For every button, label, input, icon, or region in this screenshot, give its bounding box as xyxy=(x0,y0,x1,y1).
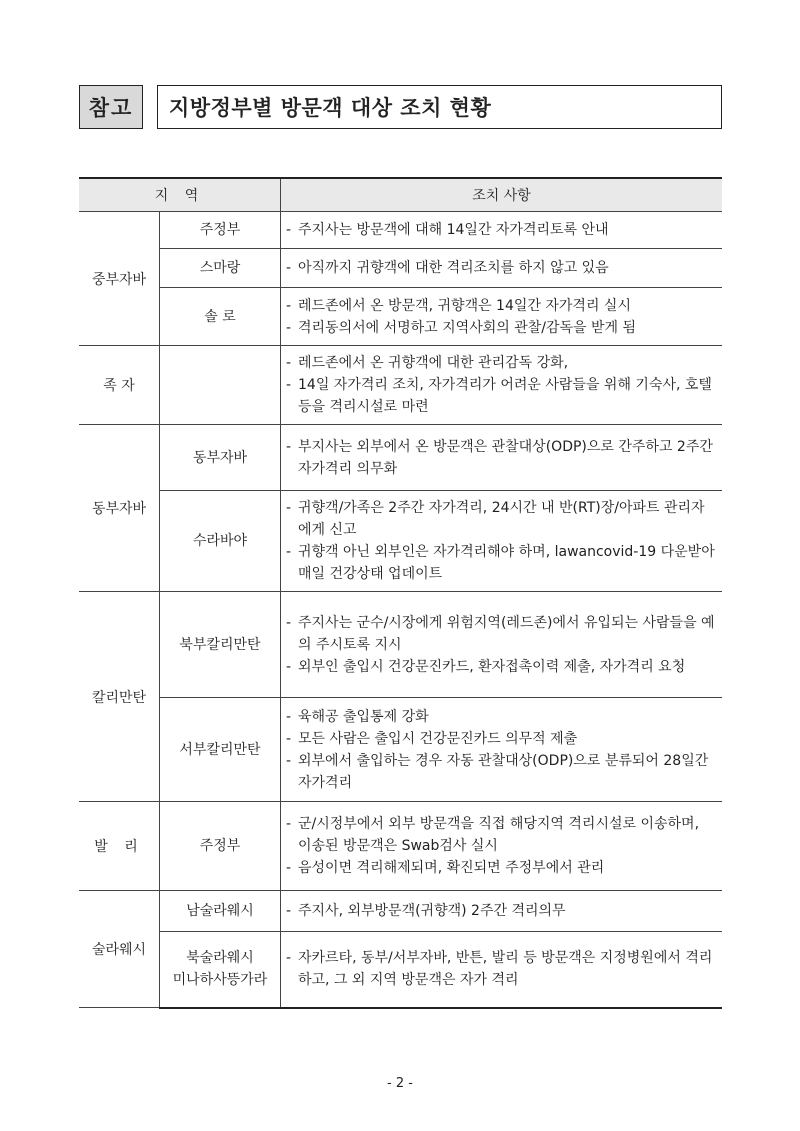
measure-item: - 아직까지 귀향객에 대한 격리조치를 하지 않고 있음 xyxy=(286,260,609,276)
measure-item: - 외부에서 출입하는 경우 자동 관찰대상(ODP)으로 분류되어 28일간 자가격리 xyxy=(286,752,709,791)
measure-cell xyxy=(281,932,723,1008)
subregion-cell: 서부칼리만탄 xyxy=(160,698,281,802)
table-row xyxy=(79,346,722,425)
measure-cell xyxy=(281,425,723,491)
measure-item: - 모든 사람은 출입시 건강문진카드 의무적 제출 xyxy=(286,730,578,747)
page-title: 지방정부별 방문객 대상 조치 현황 xyxy=(157,85,722,129)
reference-tag: 참고 xyxy=(79,85,143,129)
subregion-cell: 주정부 xyxy=(160,212,281,249)
measure-cell xyxy=(281,212,723,249)
measure-cell xyxy=(281,698,723,802)
table-row xyxy=(79,425,722,491)
subregion-cell: 솔 로 xyxy=(160,288,281,346)
measure-item: - 주지사는 군수/시장에게 위험지역(레드존)에서 유입되는 사람들을 예의 주시토록 지시 xyxy=(286,614,715,653)
measure-cell xyxy=(281,802,723,891)
region-cell: 술라웨시 xyxy=(79,891,160,1008)
measure-item: - 부지사는 외부에서 온 방문객은 관찰대상(ODP)으로 간주하고 2주간 자가격리 의무화 xyxy=(286,438,713,477)
measure-item: - 귀향객 아닌 외부인은 자가격리해야 하며, lawancovid-19 다운받아 매일 건강상태 업데이트 xyxy=(286,544,715,582)
subregion-cell: 주정부 xyxy=(160,802,281,891)
table-row xyxy=(79,698,722,802)
subregion-cell: 남술라웨시 xyxy=(160,891,281,932)
table-row xyxy=(79,288,722,346)
measure-item: - 군/시정부에서 외부 방문객을 직접 해당지역 격리시설로 이송하며, 이송된 방문객은 Swab검사 실시 xyxy=(286,816,700,854)
subregion-cell: 스마랑 xyxy=(160,249,281,288)
table-row xyxy=(79,932,722,1008)
region-cell: 족 자 xyxy=(79,346,160,425)
page-number: - 2 - xyxy=(387,1076,413,1091)
measure-cell xyxy=(281,288,723,346)
measure-item: - 외부인 출입시 건강문진카드, 환자접촉이력 제출, 자가격리 요청 xyxy=(286,658,686,675)
measure-item: - 육해공 출입통제 강화 xyxy=(286,708,429,725)
subregion-cell: 동부자바 xyxy=(160,425,281,491)
region-cell: 중부자바 xyxy=(79,212,160,346)
measure-item: - 격리동의서에 서명하고 지역사회의 관찰/감독을 받게 됨 xyxy=(286,319,637,336)
table-header-row xyxy=(79,178,722,212)
measure-cell xyxy=(281,592,723,698)
column-header-measure: 조치 사항 xyxy=(281,178,723,212)
measure-item: - 14일 자가격리 조치, 자가격리가 어려운 사람들을 위해 기숙사, 호텔 등을 격리시설로 마련 xyxy=(286,377,712,415)
column-header-region: 지 역 xyxy=(79,178,281,212)
region-cell: 칼리만탄 xyxy=(79,592,160,802)
measure-cell xyxy=(281,346,723,425)
measure-cell xyxy=(281,249,723,288)
measure-item: - 자카르타, 동부/서부자바, 반튼, 발리 등 방문객은 지정병원에서 격리하고, 그 외 지역 방문객은 자가 격리 xyxy=(286,950,713,989)
table-row xyxy=(79,802,722,891)
table-row xyxy=(79,249,722,288)
measure-cell xyxy=(281,891,723,932)
subregion-cell xyxy=(160,346,281,425)
subregion-line: 북술라웨시 xyxy=(186,950,254,967)
region-cell: 동부자바 xyxy=(79,425,160,592)
table-row xyxy=(79,491,722,592)
region-cell: 발 리 xyxy=(79,802,160,891)
measure-item: - 음성이면 격리해제되며, 확진되면 주정부에서 관리 xyxy=(286,860,605,876)
subregion-cell: 수라바야 xyxy=(160,491,281,592)
measure-item: - 귀향객/가족은 2주간 자가격리, 24시간 내 반(RT)장/아파트 관리자에게 신고 xyxy=(286,500,705,538)
measures-table xyxy=(79,177,722,1009)
subregion-cell xyxy=(160,932,281,1008)
measure-item: - 주지사, 외부방문객(귀향객) 2주간 격리의무 xyxy=(286,903,566,919)
table-row xyxy=(79,212,722,249)
table-row xyxy=(79,592,722,698)
measure-cell xyxy=(281,491,723,592)
subregion-cell: 북부칼리만탄 xyxy=(160,592,281,698)
measure-item: - 레드존에서 온 귀향객에 대한 관리감독 강화, xyxy=(286,355,569,371)
table-row xyxy=(79,891,722,932)
measure-item: - 주지사는 방문객에 대해 14일간 자가격리토록 안내 xyxy=(286,222,609,238)
subregion-line: 미나하사뜽가라 xyxy=(172,972,268,989)
measure-item: - 레드존에서 온 방문객, 귀향객은 14일간 자가격리 실시 xyxy=(286,297,631,314)
